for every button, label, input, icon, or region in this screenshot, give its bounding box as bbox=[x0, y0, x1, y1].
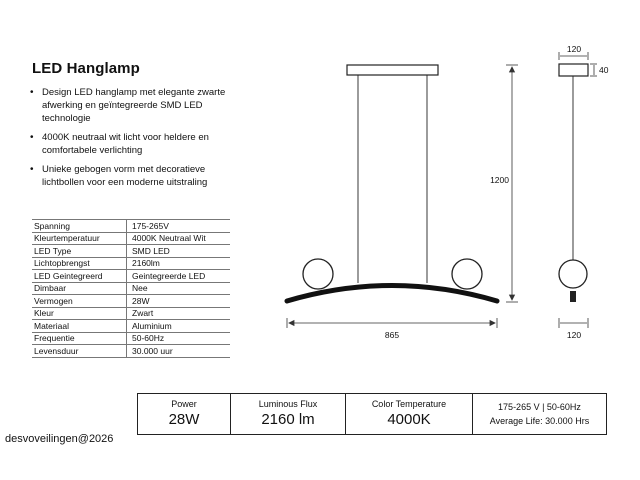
canopy-height-label: 40 bbox=[599, 65, 609, 75]
canopy-side bbox=[559, 64, 588, 76]
canopy-width-label: 120 bbox=[566, 44, 582, 54]
side-view bbox=[559, 64, 588, 302]
spec-value: Geintegreerde LED bbox=[127, 270, 231, 283]
voltage-line: 175-265 V | 50-60Hz bbox=[498, 402, 581, 412]
temperature-label: Color Temperature bbox=[371, 399, 447, 409]
spec-value: 28W bbox=[127, 295, 231, 308]
spec-key: Lichtopbrengst bbox=[32, 257, 127, 270]
feature-item: • 4000K neutraal wit licht voor heldere en comfortabele verlichting bbox=[30, 131, 240, 157]
electrical-cell bbox=[473, 394, 606, 434]
feature-item: • Design LED hanglamp met elegante zwarte afwerking en geïntegreerde SMD LED technologie bbox=[30, 86, 240, 125]
spec-key: Kleurtemperatuur bbox=[32, 232, 127, 245]
spec-value: 2160lm bbox=[127, 257, 231, 270]
temperature-cell bbox=[346, 394, 473, 434]
spec-value: Zwart bbox=[127, 307, 231, 320]
temperature-value: 4000K bbox=[387, 411, 431, 428]
spec-key: Vermogen bbox=[32, 295, 127, 308]
spec-key: Frequentie bbox=[32, 332, 127, 345]
height-label: 1200 bbox=[490, 175, 509, 185]
spec-key: Kleur bbox=[32, 307, 127, 320]
width-label: 865 bbox=[384, 330, 400, 340]
product-title: LED Hanglamp bbox=[32, 60, 140, 77]
power-value: 28W bbox=[168, 411, 200, 428]
feature-item: • Unieke gebogen vorm met decoratieve lichtbollen voor een moderne uitstraling bbox=[30, 163, 240, 189]
summary-bar bbox=[137, 393, 607, 435]
canopy-front bbox=[347, 65, 438, 75]
width-dimension bbox=[287, 318, 497, 328]
light-globe-side bbox=[559, 260, 587, 288]
spec-key: LED Geintegreerd bbox=[32, 270, 127, 283]
life-line: Average Life: 30.000 Hrs bbox=[489, 416, 590, 426]
footer-watermark: desvoveilingen@2026 bbox=[5, 433, 114, 445]
flux-value: 2160 lm bbox=[261, 411, 315, 428]
spec-key: Dimbaar bbox=[32, 282, 127, 295]
flux-label: Luminous Flux bbox=[258, 399, 318, 409]
flux-cell bbox=[231, 394, 346, 434]
front-view bbox=[287, 65, 497, 301]
light-globe-left bbox=[303, 259, 333, 289]
spec-value: 50-60Hz bbox=[127, 332, 231, 345]
canopy-height-dimension bbox=[590, 64, 597, 76]
spec-value: SMD LED bbox=[127, 245, 231, 258]
curved-lamp-body bbox=[287, 286, 497, 302]
side-width-dimension bbox=[559, 318, 588, 328]
spec-value: 175-265V bbox=[127, 220, 231, 233]
spec-key: LED Type bbox=[32, 245, 127, 258]
spec-value: Nee bbox=[127, 282, 231, 295]
spec-key: Levensduur bbox=[32, 345, 127, 358]
spec-value: Aluminium bbox=[127, 320, 231, 333]
side-width-label: 120 bbox=[566, 330, 582, 340]
lamp-body-side bbox=[570, 291, 576, 302]
spec-key: Spanning bbox=[32, 220, 127, 233]
power-label: Power bbox=[171, 399, 197, 409]
spec-value: 4000K Neutraal Wit bbox=[127, 232, 231, 245]
spec-value: 30.000 uur bbox=[127, 345, 231, 358]
light-globe-right bbox=[452, 259, 482, 289]
spec-key: Materiaal bbox=[32, 320, 127, 333]
power-cell bbox=[138, 394, 231, 434]
